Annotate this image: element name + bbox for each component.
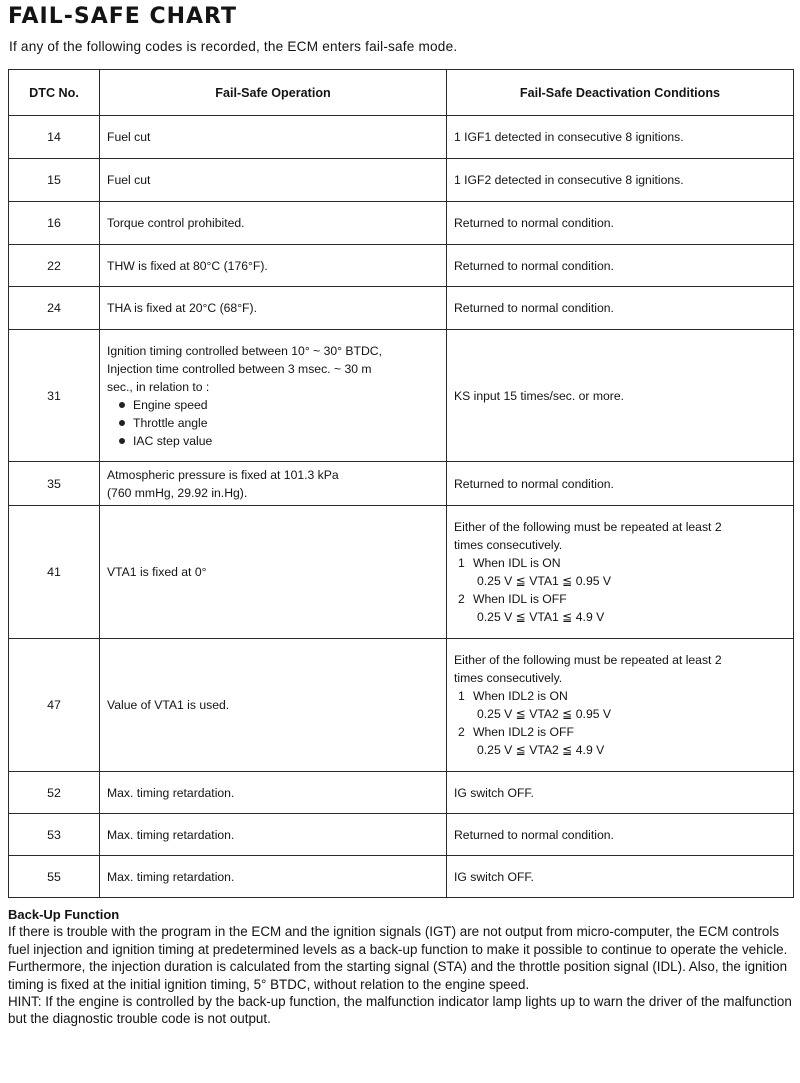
table-row xyxy=(9,856,794,898)
deactivation-intro-line: Either of the following must be repeated at least 2 xyxy=(454,653,722,667)
condition-label: When IDL2 is ON xyxy=(473,689,568,703)
deactivation-cell: IG switch OFF. xyxy=(447,772,794,814)
operation-cell: VTA1 is fixed at 0° xyxy=(100,506,447,639)
operation-cell xyxy=(100,330,447,462)
condition-item xyxy=(454,687,786,723)
condition-number: 2 xyxy=(458,592,465,606)
dtc-code: 55 xyxy=(9,856,100,898)
operation-line: Atmospheric pressure is fixed at 101.3 kPa xyxy=(107,467,339,482)
table-header-row xyxy=(9,70,794,116)
list-item: Throttle angle xyxy=(117,414,439,432)
deactivation-intro-line: Either of the following must be repeated at least 2 xyxy=(454,520,722,534)
deactivation-cell xyxy=(447,506,794,639)
dtc-code: 16 xyxy=(9,202,100,245)
condition-label-line xyxy=(458,590,786,608)
operation-cell xyxy=(100,462,447,506)
control-parameter-list xyxy=(107,396,439,450)
deactivation-intro-line: times consecutively. xyxy=(454,538,563,552)
operation-line: Injection time controlled between 3 msec. ~ 30 m xyxy=(107,361,372,376)
operation-cell: THA is fixed at 20°C (68°F). xyxy=(100,287,447,330)
list-item: IAC step value xyxy=(117,432,439,450)
condition-value: 0.25 V ≦ VTA2 ≦ 0.95 V xyxy=(477,707,612,721)
fail-safe-table xyxy=(8,69,794,898)
table-row xyxy=(9,287,794,330)
dtc-code: 53 xyxy=(9,814,100,856)
condition-label-line xyxy=(458,554,786,572)
dtc-code: 24 xyxy=(9,287,100,330)
condition-number: 1 xyxy=(458,689,465,703)
condition-item xyxy=(454,723,786,759)
table-row xyxy=(9,639,794,772)
dtc-code: 41 xyxy=(9,506,100,639)
condition-number: 1 xyxy=(458,556,465,570)
deactivation-cell: 1 IGF1 detected in consecutive 8 ignitions. xyxy=(447,116,794,159)
operation-cell: Max. timing retardation. xyxy=(100,772,447,814)
operation-cell: Torque control prohibited. xyxy=(100,202,447,245)
deactivation-cell: Returned to normal condition. xyxy=(447,814,794,856)
deactivation-intro-line: times consecutively. xyxy=(454,671,563,685)
operation-line: Ignition timing controlled between 10° ~ 30° BTDC, xyxy=(107,343,382,358)
page-title: FAIL-SAFE CHART xyxy=(8,4,237,29)
condition-label: When IDL is OFF xyxy=(473,592,567,606)
deactivation-cell: Returned to normal condition. xyxy=(447,202,794,245)
condition-label: When IDL2 is OFF xyxy=(473,725,574,739)
condition-value: 0.25 V ≦ VTA2 ≦ 4.9 V xyxy=(477,743,605,757)
deactivation-cell: Returned to normal condition. xyxy=(447,245,794,287)
table-row xyxy=(9,506,794,639)
condition-item xyxy=(454,554,786,590)
backup-function-section xyxy=(8,906,794,1028)
header-deactivation-conditions: Fail-Safe Deactivation Conditions xyxy=(447,70,794,116)
deactivation-cell: Returned to normal condition. xyxy=(447,462,794,506)
condition-value: 0.25 V ≦ VTA1 ≦ 4.9 V xyxy=(477,610,605,624)
condition-value: 0.25 V ≦ VTA1 ≦ 0.95 V xyxy=(477,574,612,588)
table-row xyxy=(9,772,794,814)
list-item: Engine speed xyxy=(117,396,439,414)
header-dtc-no: DTC No. xyxy=(9,70,100,116)
condition-label-line xyxy=(458,687,786,705)
dtc-code: 31 xyxy=(9,330,100,462)
dtc-code: 47 xyxy=(9,639,100,772)
condition-label: When IDL is ON xyxy=(473,556,561,570)
dtc-code: 15 xyxy=(9,159,100,202)
intro-text: If any of the following codes is recorded, the ECM enters fail-safe mode. xyxy=(9,39,458,54)
operation-cell: Fuel cut xyxy=(100,159,447,202)
table-row xyxy=(9,202,794,245)
operation-line: sec., in relation to : xyxy=(107,379,210,394)
section-heading: Back-Up Function xyxy=(8,907,120,922)
table-row xyxy=(9,814,794,856)
table-row xyxy=(9,116,794,159)
dtc-code: 22 xyxy=(9,245,100,287)
operation-line: (760 mmHg, 29.92 in.Hg). xyxy=(107,485,248,500)
table-row xyxy=(9,245,794,287)
table-row xyxy=(9,330,794,462)
header-fail-safe-operation: Fail-Safe Operation xyxy=(100,70,447,116)
table-row xyxy=(9,462,794,506)
dtc-code: 14 xyxy=(9,116,100,159)
operation-cell: THW is fixed at 80°C (176°F). xyxy=(100,245,447,287)
dtc-code: 35 xyxy=(9,462,100,506)
deactivation-cell: KS input 15 times/sec. or more. xyxy=(447,330,794,462)
deactivation-cell: IG switch OFF. xyxy=(447,856,794,898)
operation-cell: Max. timing retardation. xyxy=(100,814,447,856)
condition-label-line xyxy=(458,723,786,741)
deactivation-cell: Returned to normal condition. xyxy=(447,287,794,330)
operation-cell: Fuel cut xyxy=(100,116,447,159)
operation-cell: Value of VTA1 is used. xyxy=(100,639,447,772)
table-row xyxy=(9,159,794,202)
deactivation-cell xyxy=(447,639,794,772)
backup-paragraph: Furthermore, the injection duration is calculated from the starting signal (STA) and the throttle position signal (IDL). Also, the ignition timing is fixed at the initial ignition timing, 5° BTDC, without relation to the engine speed. xyxy=(8,959,788,992)
condition-number: 2 xyxy=(458,725,465,739)
condition-item xyxy=(454,590,786,626)
hint-paragraph: HINT: If the engine is controlled by the back-up function, the malfunction indicator lamp lights up to warn the driver of the malfunction but the diagnostic trouble code is not output. xyxy=(8,994,792,1027)
operation-cell: Max. timing retardation. xyxy=(100,856,447,898)
backup-paragraph: If there is trouble with the program in the ECM and the ignition signals (IGT) are not output from micro-computer, the ECM controls fuel injection and ignition timing at predetermined levels as a back-up function to make it possible to continue to operate the vehicle. xyxy=(8,924,788,957)
deactivation-cell: 1 IGF2 detected in consecutive 8 ignitions. xyxy=(447,159,794,202)
dtc-code: 52 xyxy=(9,772,100,814)
